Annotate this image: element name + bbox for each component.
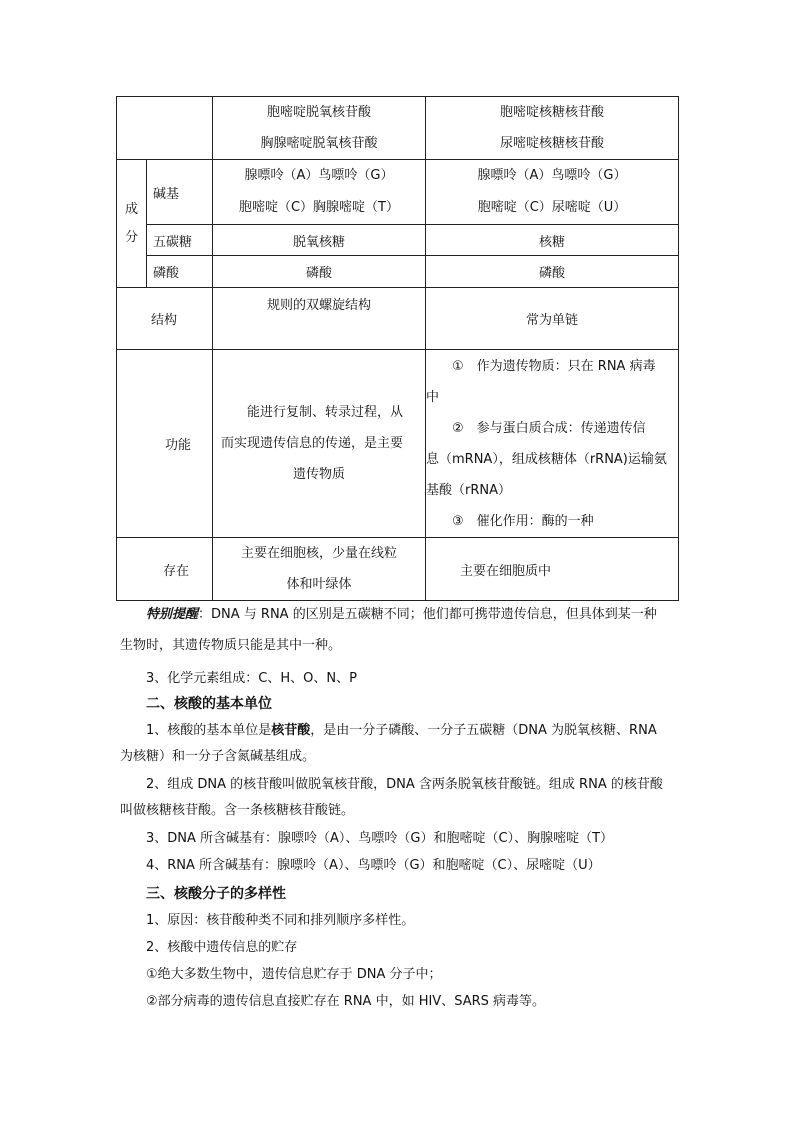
- composition-label-cell: [117, 160, 147, 288]
- cell-text: 胞嘧啶（C）尿嘧啶（U）: [477, 200, 627, 215]
- cell-text: 尿嘧啶核糖核苷酸: [499, 136, 604, 151]
- note-paragraph-cont: 生物时，其遗传物质只能是其中一种。: [120, 638, 342, 653]
- table-row: [117, 97, 679, 160]
- dna-base-cell: [213, 160, 426, 225]
- cell-text: ③ 催化作用：酶的一种: [452, 513, 594, 529]
- row-label: 分: [124, 229, 138, 245]
- cell-text: ① 作为遗传物质：只在 RNA 病毒: [452, 358, 656, 374]
- dna-rna-comparison-table: [116, 96, 679, 601]
- cell-text: 体和叶绿体: [286, 577, 352, 592]
- table-row: [117, 538, 679, 601]
- cell-text: 腺嘌呤（A）鸟嘌呤（G）: [477, 168, 627, 183]
- cell-text: 中: [426, 389, 440, 405]
- cell-text: 胞嘧啶脱氧核苷酸: [266, 105, 371, 120]
- row-label: 存在: [117, 538, 213, 601]
- paragraph: 2、核酸中遗传信息的贮存: [146, 940, 298, 955]
- table-row: [117, 160, 679, 225]
- row-label: 成: [124, 201, 138, 217]
- cell-text: 规则的双螺旋结构: [213, 288, 426, 350]
- table-row: [117, 350, 679, 538]
- paragraph: ①绝大多数生物中，遗传信息贮存于 DNA 分子中；: [146, 967, 442, 982]
- paragraph: ②部分病毒的遗传信息直接贮存在 RNA 中，如 HIV、SARS 病毒等。: [146, 994, 546, 1009]
- dna-existence-cell: [213, 538, 426, 601]
- table-row: [117, 256, 679, 288]
- cell-text: 基酸（rRNA）: [426, 482, 511, 498]
- cell-text: 主要在细胞核，少量在线粒: [240, 546, 397, 561]
- paragraph: 1、原因：核苷酸种类不同和排列顺序多样性。: [146, 913, 415, 928]
- cell-text: 脱氧核糖: [213, 225, 426, 256]
- section-heading: 三、核酸分子的多样性: [146, 886, 286, 902]
- section-heading: 二、核酸的基本单位: [146, 696, 272, 712]
- cell-text: 核糖: [426, 225, 679, 256]
- paragraph-cont: 叫做核糖核苷酸。含一条核糖核苷酸链。: [120, 803, 355, 818]
- text: 1、核酸的基本单位是: [146, 723, 272, 738]
- rna-function-cell: [426, 350, 679, 538]
- row-label: 磷酸: [147, 256, 213, 288]
- note-text: ：DNA 与 RNA 的区别是五碳糖不同；他们都可携带遗传信息，但具体到某一种: [198, 607, 657, 622]
- paragraph-cont: 为核糖）和一分子含氮碱基组成。: [120, 749, 316, 764]
- cell-text: 胞嘧啶核糖核苷酸: [499, 105, 604, 120]
- cell-text: ② 参与蛋白质合成：传递遗传信: [452, 420, 646, 436]
- cell-text: 能进行复制、转录过程，从: [247, 405, 404, 420]
- text: ，是由一分子磷酸、一分子五碳糖（DNA 为脱氧核糖、RNA: [310, 723, 657, 738]
- paragraph: 4、RNA 所含碱基有：腺嘌呤（A）、鸟嘌呤（G）和胞嘧啶（C）、尿嘧啶（U）: [146, 858, 601, 873]
- cell-text: 磷酸: [426, 256, 679, 288]
- cell-text: 遗传物质: [292, 467, 345, 482]
- table-row: [117, 225, 679, 256]
- paragraph: 2、组成 DNA 的核苷酸叫做脱氧核苷酸，DNA 含两条脱氧核苷酸链。组成 RNA 的核苷酸: [146, 777, 663, 792]
- bold-term: 核苷酸: [271, 723, 311, 738]
- header-blank-cell: [117, 97, 213, 160]
- row-label: 五碳糖: [147, 225, 213, 256]
- table-row: [117, 288, 679, 350]
- cell-text: 腺嘌呤（A）鸟嘌呤（G）: [244, 168, 394, 183]
- note-paragraph: [120, 606, 706, 624]
- dna-function-cell: [213, 350, 426, 538]
- paragraph: 3、DNA 所含碱基有：腺嘌呤（A）、鸟嘌呤（G）和胞嘧啶（C）、胸腺嘧啶（T）: [146, 831, 614, 846]
- rna-base-cell: [426, 160, 679, 225]
- cell-text: 主要在细胞质中: [426, 538, 679, 601]
- cell-text: 磷酸: [213, 256, 426, 288]
- rna-nucleotide-cell: [426, 97, 679, 160]
- cell-text: 常为单链: [426, 288, 679, 350]
- cell-text: 而实现遗传信息的传递，是主要: [221, 436, 404, 451]
- elements-line: 3、化学元素组成：C、H、O、N、P: [146, 671, 357, 686]
- row-label: 碱基: [147, 160, 213, 225]
- note-label: 特别提醒: [146, 607, 199, 622]
- row-label: 功能: [117, 350, 213, 538]
- cell-text: 息（mRNA），组成核糖体（rRNA)运输氨: [426, 451, 667, 467]
- cell-text: 胞嘧啶（C）胸腺嘧啶（T）: [238, 200, 400, 215]
- dna-nucleotide-cell: [213, 97, 426, 160]
- cell-text: 胸腺嘧啶脱氧核苷酸: [260, 136, 378, 151]
- row-label: 结构: [117, 288, 213, 350]
- paragraph: [120, 722, 706, 740]
